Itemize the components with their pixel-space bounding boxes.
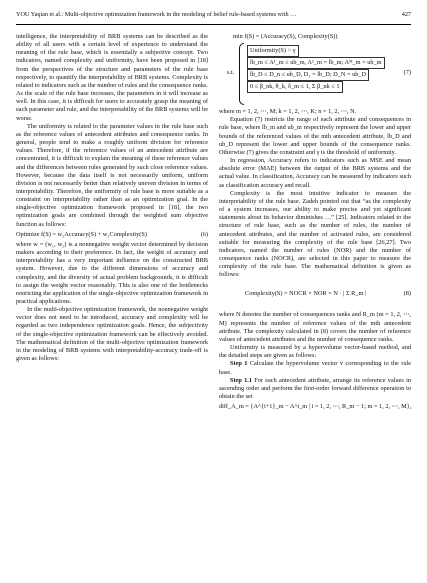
step-1-1-label: Step 1.1 <box>230 376 252 384</box>
paragraph: In regression, Accuracy refers to indicators such as MSE and mean absolute error (MAE) between the output of the BRB systems and the actual value. In classification, Accuracy can be measured by indicators such as classification accuracy and recall. <box>219 157 411 189</box>
paragraph: intelligence, the interpretability of BRB systems can be described as the ability of all users with a certain level of experience to understand the meaning of the rule base, which is essentially a subjective concept. Two indicators, named complexity and uniformity, have been proposed in [18] from the perspectives of the structure and parameters of the rule base respectively, to quantify the interpretability of BRB systems. Complexity is related to indicators such as the number of rules and the consequence ranks. As the scale of the rule base increases, the parameters in it will increase as well. In this case, it is difficult for users to accurately grasp the meaning of each parameter and rule, and the interpretability of the BRB systems will be worse. <box>16 33 208 122</box>
equation-6-body: Optimize f(S) = w₁Accuracy(S) + w₂Complexity(S) <box>16 230 147 238</box>
paragraph: Equation (7) restricts the range of each attribute and consequences in rule base, where lb_m and ub_m respectively represent the lower and upper bounds of the referenced values of the mth antecedent attribute, lb_D and ub_D represent the lower and upper bounds of the consequence ranks. Otherwise (7) gives the constraint and γ is the threshold of uniformity. <box>219 116 411 156</box>
equation-6-number: (6) <box>200 230 208 238</box>
paragraph: where w = (w₁, w₂) is a nonnegative weight vector determined by decision makers according to their preference. In fact, the weight of accuracy and interpretability has a very important influence on the constructed BRB system. However, due to the different dimensions of accuracy and complexity, and the diversity of actual problem backgrounds, it is difficult to assign the weight vector reasonably. This is also one of the bottlenecks restricting the application of the single-objective optimization framework in practical applications. <box>16 240 208 305</box>
equation-8-number: (8) <box>403 290 411 298</box>
objective-function: min f(S) = (Accuracy(S), Complexity(S)) <box>233 33 338 40</box>
equation-6 <box>16 231 208 239</box>
equation-8-body: Complexity(S) = NOCR × NOR = N · | Σ R_m | <box>245 290 367 298</box>
left-column <box>16 33 208 363</box>
step-1-text: Calculate the hypervolume vector v corresponding to the rule base. <box>219 360 412 376</box>
equation-8 <box>219 282 411 308</box>
diff-equation <box>219 403 411 411</box>
constraint-line: 0 ≤ β_nk, θ_k, δ_m ≤ 1, Σ β_nk ≤ 1 <box>247 81 343 93</box>
equation-7-constraints <box>219 43 411 105</box>
running-header <box>16 10 411 20</box>
constraint-line: lb_m ≤ A¹_m ≤ ub_m, A¹_m = lb_m; Aᴹ_m = ub_m <box>247 57 385 69</box>
page-number: 427 <box>401 11 411 18</box>
constraint-line: Uniformity(S) > γ <box>247 45 299 57</box>
left-brace <box>239 43 244 105</box>
paragraph: The uniformity is related to the parameter values in the rule base such as the reference values of antecedent attributes and consequence ranks. In general, people tend to make a roughly uniform division for reference values. Therefore, if the reference values of an antecedent attribute are concentrated, it is difficult to explain the meaning of these reference values and the differences between rules generated by such close reference values. However, because the data itself is not necessarily uniform, uniform division is not necessarily better than relatively uneven division in terms of interpretability. Therefore, the uniformity of rule base is more suitable as a constraint on interpretability rather than as an optimization goal. In the single-objective optimization framework proposed in [18], the two optimization goals are combined through the weighted sum objective function as follows: <box>16 122 208 228</box>
subject-to-label: s.t. <box>227 69 235 77</box>
step-1-1-text: For each antecedent attribute, arrange its reference values in ascending order and perform the first-order forward difference operation to obtain the set <box>219 376 412 400</box>
header-rule <box>16 24 411 25</box>
running-title: YOU Yaqian et al.: Multi-objective optimization framework in the modeling of belief rule-based systems with … <box>16 11 297 18</box>
paragraph: In the multi-objective optimization framework, the nonnegative weight vector does not need to be introduced, accuracy and complexity will be regarded as two independence optimization goals. Hence, the subjectivity of the single-objective optimization framework can be effectively avoided. The mathematical definition of the multi-objective optimization framework in the modeling of BRB systems with interpretability-accuracy trade-off is given as follows: <box>16 306 208 363</box>
paragraph: where m = 1, 2, ⋯, M; k = 1, 2, ⋯, K; n = 1, 2, ⋯, N. <box>219 108 357 116</box>
diff-equation-body: diff_A_m = {A^{i+1}_m − A^i_m | i = 1, 2, ⋯, R_m − 1; m = 1, 2, ⋯, M}, <box>219 403 412 411</box>
equation-7-number: (7) <box>403 69 411 77</box>
constraint-line: lb_D ≤ D_n ≤ ub_D, D₁ = lb_D; D_N = ub_D <box>247 69 369 81</box>
constraint-lines <box>247 45 385 93</box>
right-column <box>219 33 411 411</box>
paragraph: where N denotes the number of consequences ranks and R_m (m = 1, 2, ⋯, M) represents the number of reference values of the mth antecedent attribute. The complexity calculated in (8) covers the number of reference values of antecedent attributes and the number of consequence ranks. <box>219 311 411 343</box>
paragraph: Uniformity is measured by a hypervolume vector-based method, and the detailed steps are given as follows: <box>219 344 411 360</box>
equation-7-objective <box>219 33 411 41</box>
step-1 <box>219 360 411 376</box>
step-1-label: Step 1 <box>230 360 248 368</box>
paragraph: Complexity is the most intuitive indicator to measure the interpretability of the rule base. Zadeh pointed out that “as the complexity of a system increases, our ability to make precise and yet significant statements about its behavior diminishes …” [25]. Indicators related to the structure of rule base, such as the number of rules, the number of antecedent attributes, and the number of activated rules, are considered suitable for measuring the complexity of the rule base [26,27]. Two indicators, named the number of rules (NOR) and the number of consequence ranks (NOCR), are selected in this paper to measure the complexity of the rule base. The mathematical definition is given as follows: <box>219 189 411 279</box>
step-1-1 <box>219 377 411 401</box>
